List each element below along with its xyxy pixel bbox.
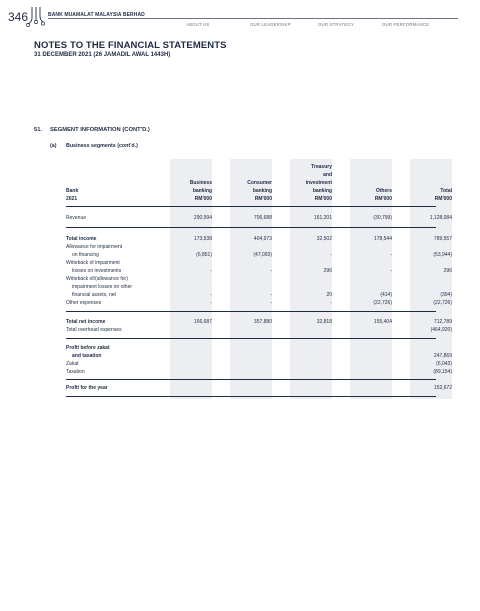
cell-writeback-other-total: (394) [440, 292, 452, 298]
row-label-writeback-other: Writeback of/(allowance for) [66, 276, 128, 282]
col-header-treasury: investment [305, 180, 332, 186]
cell-revenue-total: 1,128,084 [429, 215, 452, 221]
stub-header-bank: Bank [66, 188, 79, 194]
col-header-treasury: and [323, 172, 332, 178]
cell-other-expenses-business: - [210, 300, 212, 306]
row-label-profit-before-zakat: Profit before zakat [66, 345, 110, 351]
cell-net-income-total: 712,789 [433, 319, 452, 325]
row-label-writeback-investments-cont: losses on investments [72, 268, 122, 274]
col-header-treasury: RM'000 [314, 196, 332, 202]
cell-writeback-inv-consumer: - [270, 268, 272, 274]
subsection-title: Business segments (cont'd.) [66, 143, 138, 149]
cell-net-income-business: 166,687 [193, 319, 212, 325]
col-header-total: Total [440, 188, 452, 194]
revenue-rule [66, 227, 436, 228]
row-label-allowance: Allowance for impairment [66, 244, 123, 250]
nav-our-performance[interactable]: OUR PERFORMANCE [382, 22, 430, 27]
row-label-total-income: Total income [66, 236, 97, 242]
row-label-profit-for-year: Profit for the year [66, 385, 108, 391]
cell-other-expenses-treasury: - [330, 300, 332, 306]
row-label-writeback-other-cont2: financial assets, net [72, 292, 116, 298]
row-label-profit-before-zakat-cont: and taxation [72, 353, 102, 359]
cell-total-income-business: 173,538 [193, 236, 212, 242]
cell-allowance-others: - [390, 252, 392, 258]
section-number: 51. [34, 127, 43, 133]
row-label-total-net-income: Total net income [66, 319, 106, 325]
row-label-revenue: Revenue [66, 215, 87, 221]
cell-revenue-consumer: 706,688 [253, 215, 272, 221]
cell-revenue-others: (30,799) [373, 215, 392, 221]
cell-total-income-treasury: 32,502 [316, 236, 332, 242]
cell-total-income-consumer: 404,973 [253, 236, 272, 242]
col-header-consumer: banking [252, 188, 272, 194]
col-header-total: RM'000 [434, 196, 452, 202]
nav-our-strategy[interactable]: OUR STRATEGY [318, 22, 354, 27]
cell-total-income-total: 789,557 [433, 236, 452, 242]
column-shade-others [350, 159, 392, 399]
col-header-others: RM'000 [374, 196, 392, 202]
cell-profit-before-zakat: 247,869 [433, 353, 452, 359]
row-label-writeback-other-cont: impairment losses on other [72, 284, 133, 290]
cell-other-expenses-total: (22,726) [433, 300, 452, 306]
cell-writeback-other-consumer: - [270, 292, 272, 298]
section-title: SEGMENT INFORMATION (CONT'D.) [50, 127, 150, 133]
overhead-rule [66, 338, 436, 339]
column-shade-treasury [290, 159, 332, 399]
cell-writeback-inv-business: - [210, 268, 212, 274]
column-shade-consumer [230, 159, 272, 399]
cell-other-expenses-consumer: - [270, 300, 272, 306]
cell-writeback-inv-others: - [390, 268, 392, 274]
col-header-treasury: banking [312, 188, 332, 194]
stub-header-year: 2021 [66, 196, 78, 202]
col-header-business: banking [192, 188, 212, 194]
brand-name: BANK MUAMALAT MALAYSIA BERHAD [48, 12, 145, 18]
cell-overhead-total: (464,920) [430, 327, 452, 333]
nav-our-leadership[interactable]: OUR LEADERSHIP [250, 22, 291, 27]
cell-taxation: (89,154) [433, 369, 452, 375]
subsection-number: (a) [50, 143, 57, 149]
row-label-overhead: Total overhead expenses [66, 327, 122, 333]
col-header-treasury: Treasury [311, 164, 332, 170]
cell-allowance-treasury: - [330, 252, 332, 258]
cell-writeback-other-treasury: 20 [326, 292, 332, 298]
row-label-zakat: Zakat [66, 361, 79, 367]
col-header-others: Others [375, 188, 392, 194]
cell-total-income-others: 178,544 [373, 236, 392, 242]
bottom-rule [66, 396, 436, 397]
cell-zakat: (6,043) [436, 361, 452, 367]
cell-writeback-inv-total: 296 [443, 268, 452, 274]
col-header-consumer: RM'000 [254, 196, 272, 202]
row-label-writeback-investments: Writeback of impairment [66, 260, 120, 266]
header-rule [66, 206, 436, 207]
cell-net-income-consumer: 357,880 [253, 319, 272, 325]
cell-allowance-consumer: (47,093) [253, 252, 272, 258]
cell-revenue-treasury: 161,201 [313, 215, 332, 221]
column-shade-business [170, 159, 212, 399]
logo-icon [26, 6, 46, 28]
row-label-allowance-cont: on financing [72, 252, 99, 258]
cell-allowance-business: (6,851) [196, 252, 212, 258]
cell-writeback-inv-treasury: 296 [323, 268, 332, 274]
col-header-business: RM'000 [194, 196, 212, 202]
cell-revenue-business: 290,994 [193, 215, 212, 221]
page-subtitle: 31 DECEMBER 2021 (26 JAMADIL AWAL 1443H) [34, 52, 171, 58]
subtotal-rule [66, 311, 436, 312]
cell-net-income-others: 155,404 [373, 319, 392, 325]
row-label-other-expenses: Other expenses [66, 300, 102, 306]
taxation-rule [66, 379, 436, 380]
page-title: NOTES TO THE FINANCIAL STATEMENTS [34, 40, 227, 51]
row-label-taxation: Taxation [66, 369, 85, 375]
header-divider [48, 18, 458, 19]
cell-profit-for-year: 152,672 [433, 385, 452, 391]
cell-allowance-total: (53,944) [433, 252, 452, 258]
nav-about-us[interactable]: ABOUT US [186, 22, 210, 27]
cell-writeback-other-business: - [210, 292, 212, 298]
col-header-consumer: Consumer [247, 180, 272, 186]
cell-net-income-treasury: 32,818 [316, 319, 332, 325]
cell-other-expenses-others: (22,726) [373, 300, 392, 306]
page-number: 346 [8, 10, 29, 24]
col-header-business: Business [189, 180, 212, 186]
cell-writeback-other-others: (414) [380, 292, 392, 298]
